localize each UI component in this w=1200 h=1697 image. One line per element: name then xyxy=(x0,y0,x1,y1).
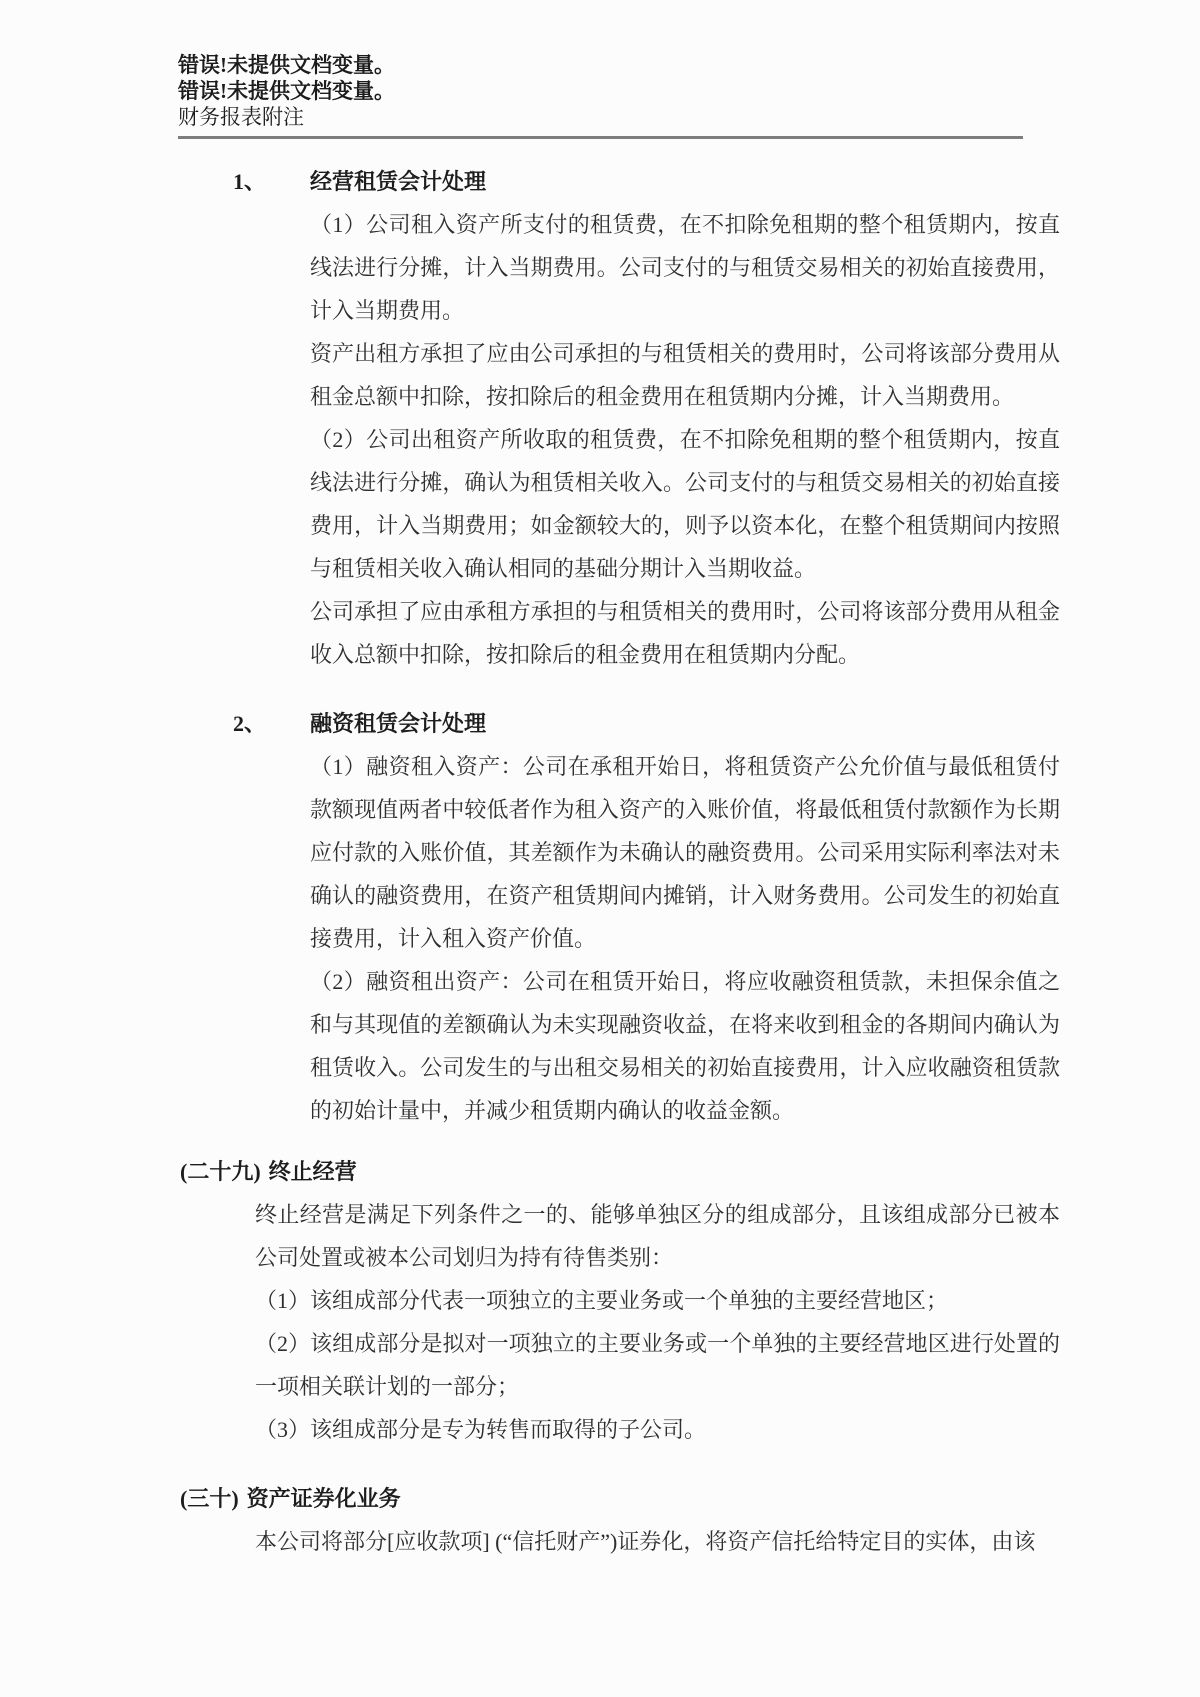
paragraph: （1）该组成部分代表一项独立的主要业务或一个单独的主要经营地区； xyxy=(255,1288,949,1313)
paragraph: （2）公司出租资产所收取的租赁费，在不扣除免租期的整个租赁期内，按直线法进行分摊，确认为租赁相关收入。公司支付的与租赁交易相关的初始直接费用，计入当期费用；如金额较大的，则予以资本化，在整个租赁期间内按照与租赁相关收入确认相同的基础分期计入当期收益。 xyxy=(310,427,1060,581)
paragraph: （1）公司租入资产所支付的租赁费，在不扣除免租期的整个租赁期内，按直线法进行分摊，计入当期费用。公司支付的与租赁交易相关的初始直接费用，计入当期费用。 xyxy=(310,212,1060,323)
paragraph: 资产出租方承担了应由公司承担的与租赁相关的费用时，公司将该部分费用从租金总额中扣除，按扣除后的租金费用在租赁期内分摊，计入当期费用。 xyxy=(310,341,1060,409)
paragraph: 公司承担了应由承租方承担的与租赁相关的费用时，公司将该部分费用从租金收入总额中扣除，按扣除后的租金费用在租赁期内分配。 xyxy=(310,599,1060,667)
paragraph: （3）该组成部分是专为转售而取得的子公司。 xyxy=(255,1417,707,1442)
section-29-body xyxy=(180,1193,1080,1451)
header-divider xyxy=(178,136,1023,139)
header-doc-var-1: 错误!未提供文档变量。 xyxy=(178,53,395,77)
section-1-number: 1、 xyxy=(233,169,267,194)
section-30-title: 资产证券化业务 xyxy=(246,1486,401,1511)
paragraph: 终止经营是满足下列条件之一的、能够单独区分的组成部分，且该组成部分已被本公司处置或被本公司划归为持有待售类别： xyxy=(255,1202,1060,1270)
section-1-body xyxy=(180,203,1080,676)
section-29-label: (二十九) xyxy=(180,1159,261,1184)
section-1-heading xyxy=(233,160,1080,203)
paragraph: （2）该组成部分是拟对一项独立的主要业务或一个单独的主要经营地区进行处置的一项相关联计划的一部分； xyxy=(255,1331,1060,1399)
document-body xyxy=(180,160,1080,1563)
paragraph: （2）融资租出资产：公司在租赁开始日，将应收融资租赁款，未担保余值之和与其现值的差额确认为未实现融资收益，在将来收到租金的各期间内确认为租赁收入。公司发生的与出租交易相关的初始直接费用，计入应收融资租赁款的初始计量中，并减少租赁期内确认的收益金额。 xyxy=(310,969,1060,1123)
section-2-body xyxy=(180,745,1080,1132)
header-doc-var-2: 错误!未提供文档变量。 xyxy=(178,79,395,103)
section-2-heading xyxy=(233,702,1080,745)
paragraph: 本公司将部分[应收款项] (“信托财产”)证券化，将资产信托给特定目的实体，由该 xyxy=(255,1529,1036,1554)
section-2-number: 2、 xyxy=(233,711,267,736)
section-30-label: (三十) xyxy=(180,1486,239,1511)
section-29-heading xyxy=(180,1150,1080,1193)
section-30-heading xyxy=(180,1477,1080,1520)
page-header xyxy=(178,52,1023,139)
section-30-body xyxy=(180,1520,1080,1563)
paragraph: （1）融资租入资产：公司在承租开始日，将租赁资产公允价值与最低租赁付款额现值两者中较低者作为租入资产的入账价值，将最低租赁付款额作为长期应付款的入账价值，其差额作为未确认的融资费用。公司采用实际利率法对未确认的融资费用，在资产租赁期间内摊销，计入财务费用。公司发生的初始直接费用，计入租入资产价值。 xyxy=(310,754,1060,951)
section-2-title: 融资租赁会计处理 xyxy=(310,711,487,736)
section-29-title: 终止经营 xyxy=(268,1159,357,1184)
section-1-title: 经营租赁会计处理 xyxy=(310,169,487,194)
header-subtitle: 财务报表附注 xyxy=(178,105,304,129)
